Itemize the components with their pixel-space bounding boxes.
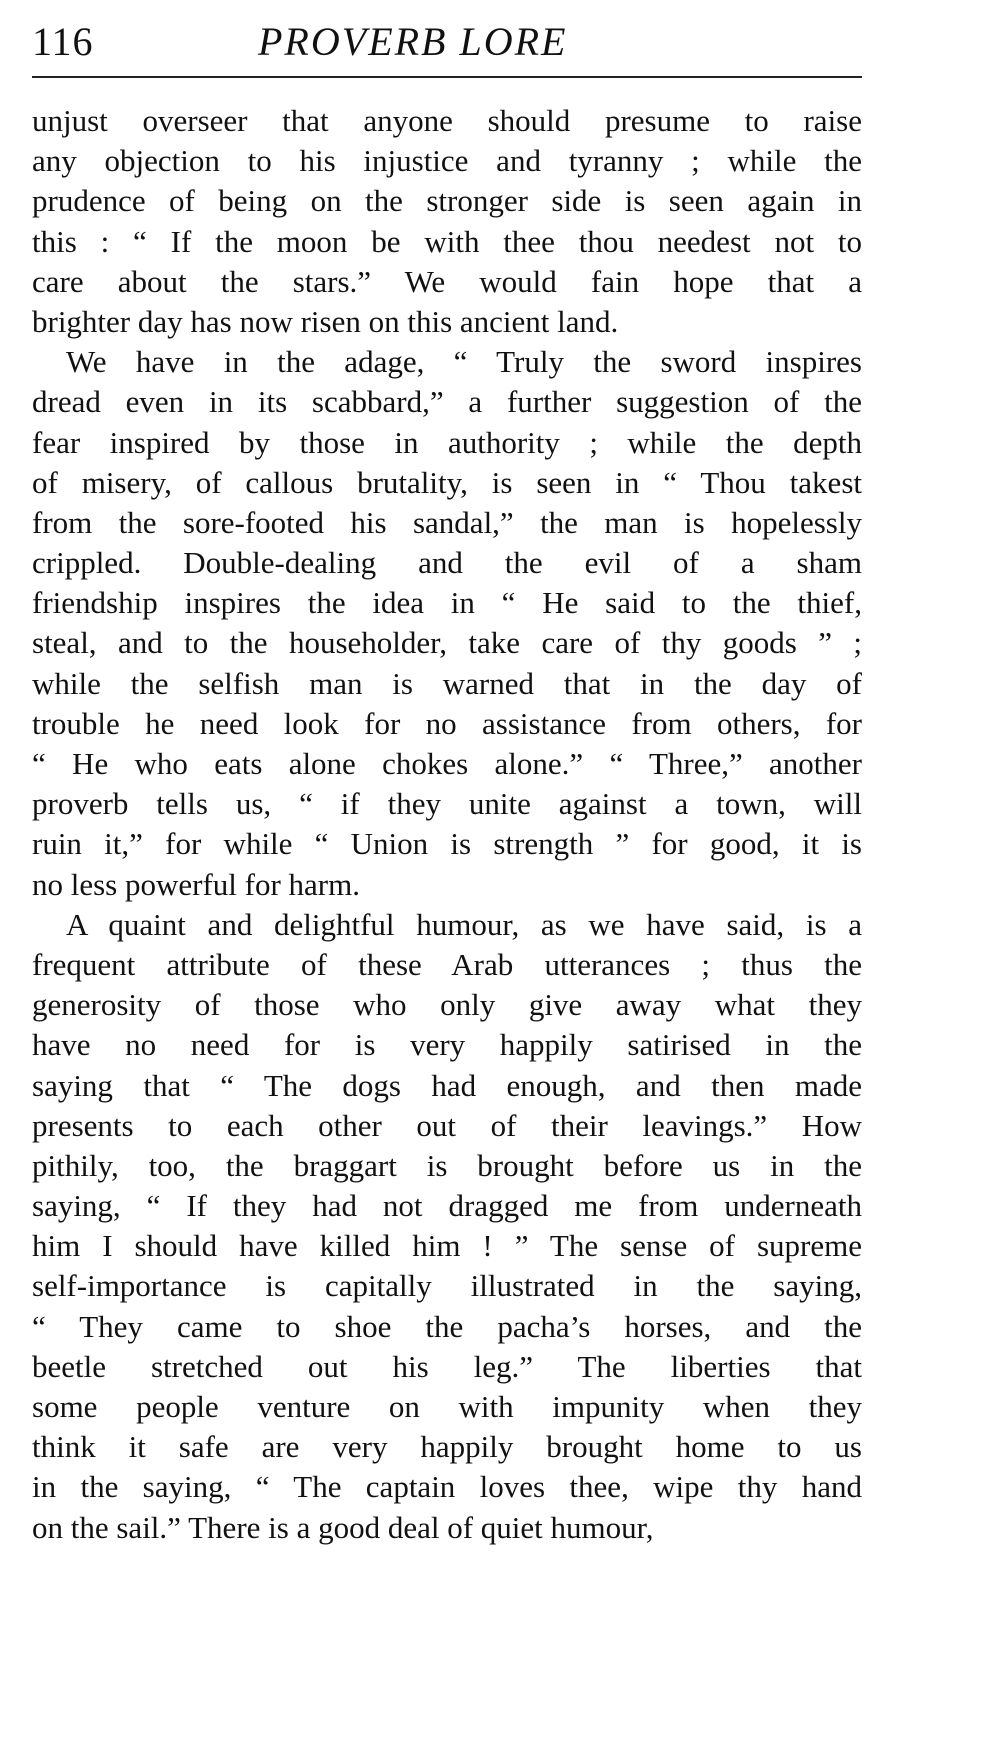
text-line: on the sail.” There is a good deal of quiet humour, [32,1509,654,1545]
text-line: “ They came to shoe the pacha’s horses, and the [32,1308,862,1344]
text-line: some people venture on with impunity when they [32,1389,862,1424]
text-line: no less powerful for harm. [32,866,360,902]
text-line: from the sore-footed his sandal,” the man is hopelessly [32,504,862,540]
text-line: self-importance is capitally illustrated in the saying, [32,1268,862,1304]
text-line: steal, and to the householder, take care of thy goods ” ; [32,625,862,661]
text-line: frequent attribute of these Arab utterances ; thus the [32,946,862,982]
text-line: of misery, of callous brutality, is seen in “ Thou takest [32,464,862,500]
text-line: fear inspired by those in authority ; while the depth [32,424,862,460]
text-line: in the saying, “ The captain loves thee, wipe thy hand [32,1469,862,1505]
text-line: saying that “ The dogs had enough, and then made [32,1067,862,1103]
text-line: friendship inspires the idea in “ He said to the thief, [32,585,862,621]
text-line: “ He who eats alone chokes alone.” “ Three,” another [32,746,862,781]
text-line: trouble he need look for no assistance from others, for [32,705,862,741]
page-number: 116 [32,19,94,64]
text-line: him I should have killed him ! ” The sense of supreme [32,1228,862,1264]
text-line: care about the stars.” We would fain hope that a [32,263,862,299]
text-line: this : “ If the moon be with thee thou needest not to [32,223,862,259]
paragraph [32,342,862,905]
text-line: presents to each other out of their leavings.” How [32,1107,862,1143]
text-line: generosity of those who only give away what they [32,987,862,1023]
body-text [32,101,862,1548]
page-header [32,18,862,78]
text-line: while the selfish man is warned that in the day of [32,665,862,701]
text-line: prudence of being on the stronger side is seen again in [32,183,862,219]
text-line: proverb tells us, “ if they unite against a town, will [32,786,862,822]
text-line: beetle stretched out his leg.” The liberties that [32,1348,862,1384]
text-line: dread even in its scabbard,” a further suggestion of the [32,384,862,420]
text-line: pithily, too, the braggart is brought before us in the [32,1147,862,1183]
text-line: ruin it,” for while “ Union is strength ” for good, it is [32,826,862,862]
paragraph [32,101,862,342]
text-line: think it safe are very happily brought home to us [32,1429,862,1465]
book-page [32,18,862,1548]
text-line: unjust overseer that anyone should presume to raise [32,103,862,138]
paragraph [32,905,862,1548]
text-line: have no need for is very happily satirised in the [32,1027,862,1063]
text-line: We have in the adage, “ Truly the sword inspires [66,344,862,380]
running-title: PROVERB LORE [258,19,568,64]
text-line: any objection to his injustice and tyranny ; while the [32,143,862,179]
text-line: crippled. Double-dealing and the evil of a sham [32,545,862,581]
header-rule [32,76,862,78]
text-line: brighter day has now risen on this ancient land. [32,303,619,339]
text-line: A quaint and delightful humour, as we have said, is a [66,906,862,942]
text-line: saying, “ If they had not dragged me from underneath [32,1188,862,1224]
